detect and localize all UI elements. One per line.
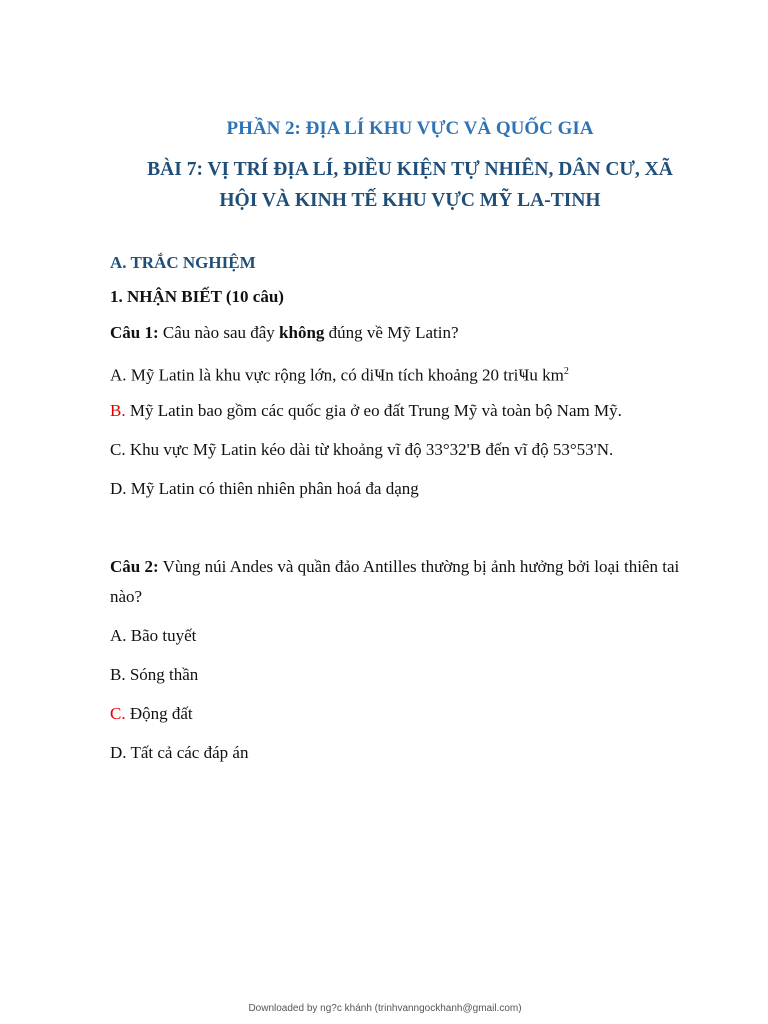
- section-heading: A. TRẮC NGHIỆM: [110, 253, 256, 272]
- question-2-option-d: D. Tất cả các đáp án: [110, 743, 249, 762]
- q2-option-c-letter: C.: [110, 704, 126, 723]
- question-2-option-b: B. Sóng thần: [110, 665, 199, 684]
- question-2-option-c: [110, 699, 710, 729]
- question-1-label: Câu 1:: [110, 323, 159, 342]
- question-1-option-c: C. Khu vực Mỹ Latin kéo dài từ khoảng vĩ độ 33°32'B đến vĩ độ 53°53'N.: [110, 440, 614, 459]
- question-1-text-after: đúng về Mỹ Latin?: [324, 323, 459, 342]
- question-1-option-a: [110, 357, 710, 391]
- option-a-sup: 2: [563, 366, 569, 377]
- question-2-option-a: A. Bão tuyết: [110, 626, 197, 645]
- question-1: [110, 318, 710, 348]
- q2-option-c-text: Động đất: [125, 704, 193, 723]
- option-a-text: A. Mỹ Latin là khu vực rộng lớn, có diҸn tích khoảng 20 triҸu km: [110, 365, 564, 385]
- lesson-title-line2: HỘI VÀ KINH TẾ KHU VỰC MỸ LA-TINH: [219, 190, 601, 211]
- option-b-letter: B.: [110, 401, 126, 420]
- question-1-text-before: Câu nào sau đây: [158, 323, 280, 342]
- option-b-text: Mỹ Latin bao gồm các quốc gia ở eo đất Trung Mỹ và toàn bộ Nam Mỹ.: [125, 401, 622, 420]
- question-2: [110, 552, 710, 612]
- question-2-text: Vùng núi Andes và quần đảo Antilles thường bị ảnh hưởng bởi loại thiên tai nào?: [110, 557, 680, 606]
- question-1-option-b: [110, 396, 710, 426]
- part-title: PHẦN 2: ĐỊA LÍ KHU VỰC VÀ QUỐC GIA: [226, 118, 594, 139]
- question-1-option-d: D. Mỹ Latin có thiên nhiên phân hoá đa dạng: [110, 479, 419, 498]
- subsection-heading: 1. NHẬN BIẾT (10 câu): [110, 287, 284, 306]
- question-1-emphasis: không: [279, 323, 325, 342]
- lesson-title-line1: BÀI 7: VỊ TRÍ ĐỊA LÍ, ĐIỀU KIỆN TỰ NHIÊN, DÂN CƯ, XÃ: [147, 159, 673, 180]
- lesson-title: [60, 154, 760, 216]
- download-footer: Downloaded by ng?c khánh (trinhvanngockhanh@gmail.com): [248, 1003, 522, 1014]
- question-2-label: Câu 2:: [110, 557, 159, 576]
